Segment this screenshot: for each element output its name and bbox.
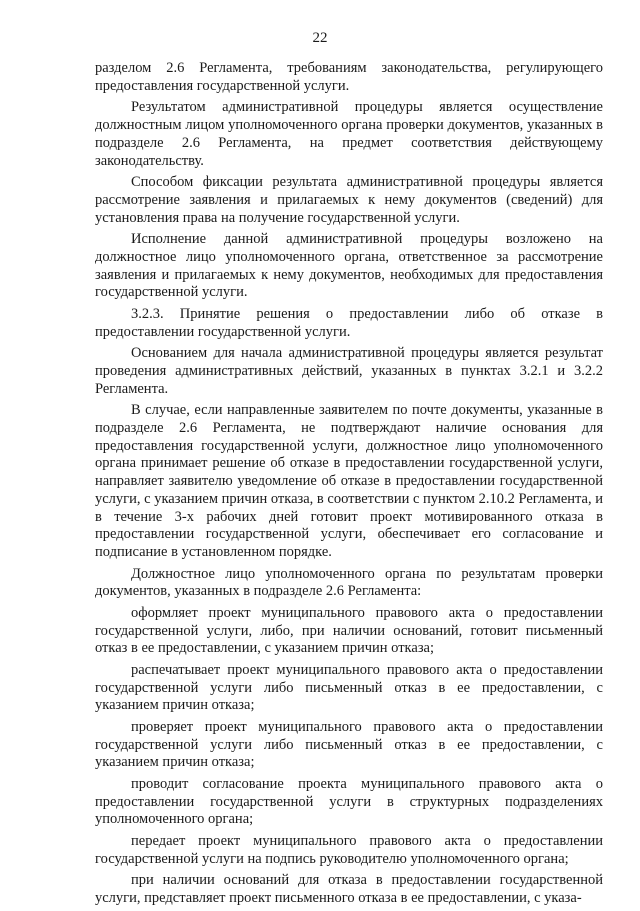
section-heading-3-2-3: 3.2.3. Принятие решения о предоставлении либо об отказе в предоставлении государственной услуги. — [95, 305, 603, 340]
list-item-5: передает проект муниципального правового акта о предоставлении государственной услуги на подпись руководителю уполномоченного органа; — [95, 832, 603, 867]
paragraph-2: Результатом административной процедуры является осуществление должностным лицом уполномоченного органа проверки документов, указанных в подразделе 2.6 Регламента, на предмет соответствия действующему законодательству. — [95, 99, 603, 169]
paragraph-4: Исполнение данной административной процедуры возложено на должностное лицо уполномоченного органа, ответственное за рассмотрение заявления и прилагаемых к нему документов, необходимых для предоставления государственной услуги. — [95, 230, 603, 301]
paragraph-3: Способом фиксации результата административной процедуры является рассмотрение заявления и прилагаемых к нему документов (сведений) для установления права на получение государственной услуги. — [95, 173, 603, 226]
paragraph-1: разделом 2.6 Регламента, требованиям законодательства, регулирующего предоставления государственной услуги. — [95, 60, 603, 94]
list-item-6: при наличии оснований для отказа в предоставлении государственной услуги, представляет проект письменного отказа в ее предоставлении, с указа- — [95, 871, 603, 906]
page-number: 22 — [312, 30, 328, 46]
list-item-1: оформляет проект муниципального правового акта о предоставлении государственной услуги, либо, при наличии оснований, готовит письменный отказ в ее предоставлении, с указанием причин отказа; — [95, 604, 603, 657]
document-body — [95, 60, 603, 911]
list-item-3: проверяет проект муниципального правового акта о предоставлении государственной услуги либо письменный отказ в ее предоставлении, с указанием причин отказа; — [95, 718, 603, 771]
paragraph-7: В случае, если направленные заявителем по почте документы, указанные в подразделе 2.6 Регламента, не подтверждают наличие основания для предоставления государственной услуги, должностное лицо уполномоченного органа принимает решение об отказе в предоставлении государственной услуги, направляет заявителю уведомление об отказе в предоставлении государственной услуги, с указанием причин отказа, в соответствии с пунктом 2.10.2 Регламента, и в течение 3-х рабочих дней готовит проект мотивированного отказа в предоставлении государственной услуги, обеспечивает его согласование и подписание в установленном порядке. — [95, 401, 603, 561]
paragraph-8: Должностное лицо уполномоченного органа по результатам проверки документов, указанных в подразделе 2.6 Регламента: — [95, 565, 603, 600]
list-item-4: проводит согласование проекта муниципального правового акта о предоставлении государственной услуги в структурных подразделениях уполномоченного органа; — [95, 775, 603, 828]
list-item-2: распечатывает проект муниципального правового акта о предоставлении государственной услуги либо письменный отказ в ее предоставлении, с указанием причин отказа; — [95, 661, 603, 714]
paragraph-6: Основанием для начала административной процедуры является результат проведения административных действий, указанных в пунктах 3.2.1 и 3.2.2 Регламента. — [95, 344, 603, 397]
